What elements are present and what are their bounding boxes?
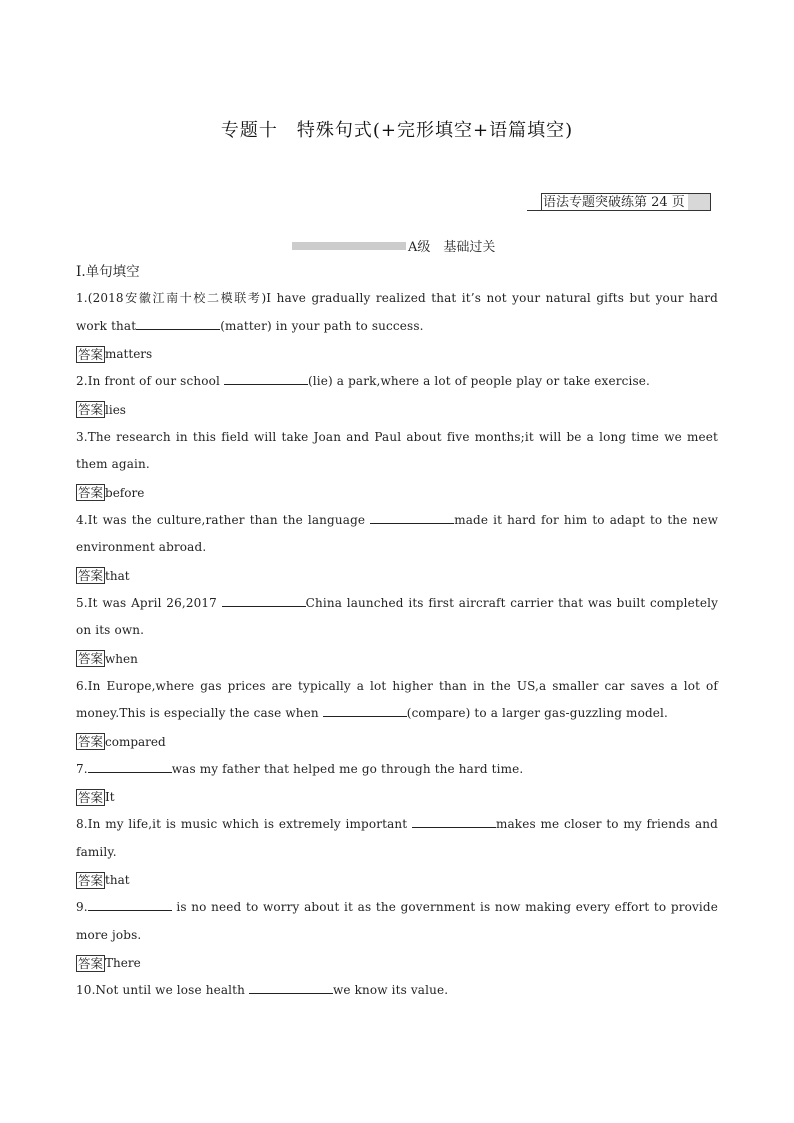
answer-blank (222, 595, 306, 607)
answer-value: that (105, 873, 130, 887)
answer-value: before (105, 485, 145, 500)
answer-blank (323, 705, 407, 717)
question-1 (76, 285, 718, 340)
answer-6 (76, 728, 718, 756)
question-10 (76, 977, 718, 1005)
question-text: 8.In my life,it is music which is extremely important (76, 817, 412, 831)
answer-label: 答案 (78, 485, 104, 500)
answer-5 (76, 645, 718, 673)
question-text: 4.It was the culture,rather than the language (76, 512, 371, 527)
answer-4 (76, 562, 718, 590)
question-text: 6.In Europe,where gas prices are typically a lot higher than in the US,a smaller car saves a lot of money.This is especially the case when (76, 678, 718, 720)
answer-label: 答案 (78, 651, 104, 666)
question-text: (compare) to a larger gas-guzzling model. (406, 706, 668, 720)
answer-blank (224, 373, 308, 385)
question-text: we know its value. (332, 983, 449, 997)
answer-value: when (105, 651, 138, 666)
question-text: we meet them again. (76, 429, 718, 471)
answer-value: matters (105, 347, 153, 361)
question-text: (matter) in your path to success. (220, 318, 424, 333)
answer-2 (76, 396, 718, 424)
answer-blank (412, 816, 496, 828)
answer-blank (136, 318, 220, 330)
question-3 (76, 424, 718, 479)
question-text: 1.(2018安徽江南十校二模联考)I have gradually realized that it’s not your natural gifts but your hard work that (76, 291, 718, 333)
answer-value: that (105, 568, 130, 583)
question-6 (76, 673, 718, 728)
reference-underline (527, 193, 541, 211)
answer-blank (88, 761, 172, 773)
answer-blank (370, 512, 454, 524)
section-title: Ⅰ.单句填空 (76, 264, 140, 280)
answer-label: 答案 (78, 402, 104, 417)
answer-label: 答案 (78, 789, 104, 805)
answer-7 (76, 783, 718, 811)
question-text: makes me closer to my friends and family. (76, 817, 718, 859)
question-5 (76, 590, 718, 645)
question-text: (lie) a park,where a lot of people play or take exercise. (307, 374, 650, 388)
question-text: was my father that helped me go through the hard time. (171, 761, 524, 776)
question-text: 3.The research in this field will take Joan and Paul about five months;it will be a long time (76, 429, 660, 444)
question-9 (76, 894, 718, 949)
practice-reference (527, 193, 711, 211)
question-text: China launched its first aircraft carrier that was built completely on its own. (76, 595, 719, 637)
answer-value: compared (105, 734, 166, 749)
question-8 (76, 811, 718, 866)
reference-gray-block (688, 193, 711, 211)
question-4 (76, 507, 718, 562)
question-text: 7. (76, 761, 88, 776)
question-text: 5.It was April 26,2017 (76, 595, 222, 610)
answer-1 (76, 340, 718, 368)
question-text: 10.Not until we lose health (76, 983, 249, 997)
question-7 (76, 756, 718, 784)
answer-blank (88, 899, 172, 911)
question-text: 2.In front of our school (76, 374, 224, 388)
level-heading (292, 236, 495, 255)
question-text: is no need to worry about it as the government is now making every effort to provide more jobs. (76, 900, 718, 942)
level-bar (292, 242, 406, 250)
page-title: 专题十 特殊句式(+完形填空+语篇填空) (220, 120, 574, 141)
level-label: A级 基础过关 (408, 240, 496, 255)
answer-value: There (105, 956, 141, 970)
answer-value: It (105, 790, 115, 804)
answer-8 (76, 866, 718, 894)
answer-label: 答案 (78, 955, 104, 971)
answer-blank (249, 982, 333, 994)
question-text: 9. (76, 900, 88, 914)
content (76, 259, 718, 1005)
question-text: made it hard for him to adapt to the new environment abroad. (76, 512, 719, 554)
answer-9 (76, 949, 718, 977)
answer-3 (76, 479, 718, 507)
question-2 (76, 368, 718, 396)
answer-label: 答案 (78, 568, 104, 583)
answer-label: 答案 (78, 872, 104, 888)
answer-label: 答案 (78, 346, 104, 362)
reference-label: 语法专题突破练第 24 页 (541, 193, 688, 211)
answer-label: 答案 (78, 734, 104, 749)
answer-value: lies (105, 402, 126, 417)
